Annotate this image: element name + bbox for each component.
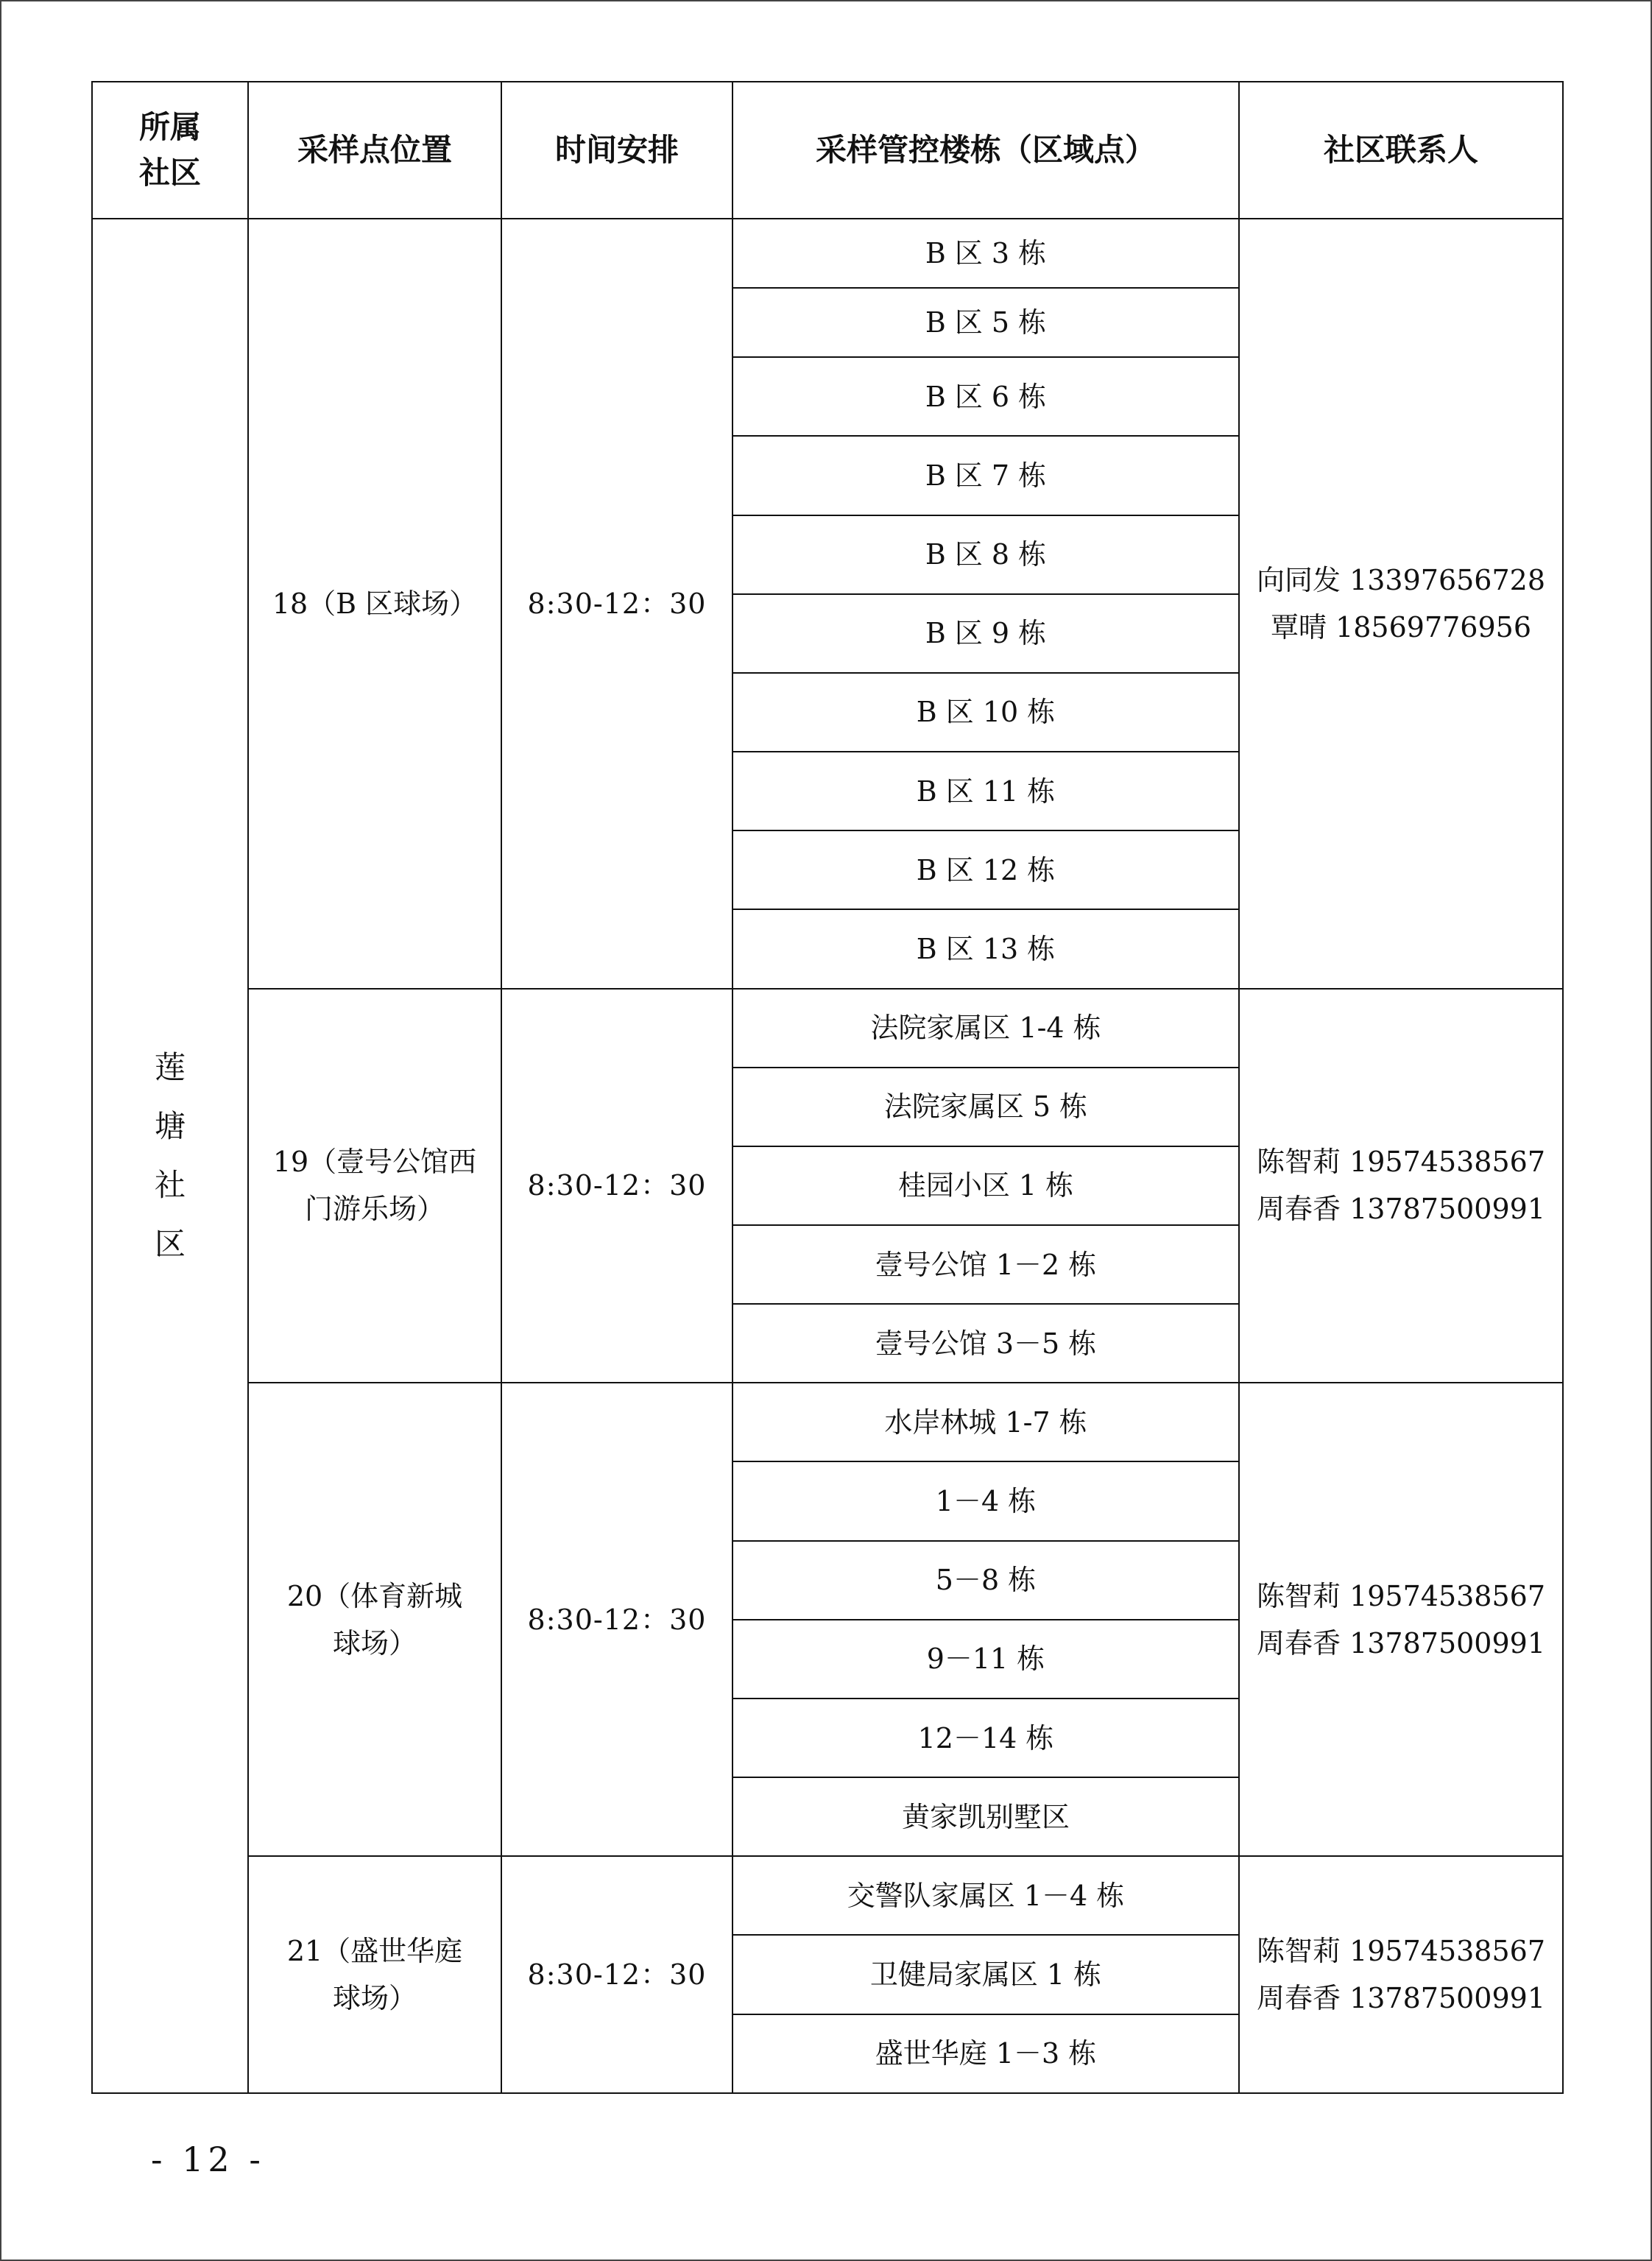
site-line: 19（壹号公馆西	[272, 1146, 477, 1179]
building-cell: 桂园小区 1 栋	[733, 1146, 1239, 1225]
table-row	[92, 1383, 1563, 1461]
building-cell: B 区 12 栋	[733, 830, 1239, 909]
building-cell: B 区 13 栋	[733, 909, 1239, 988]
building-cell: 壹号公馆 3－5 栋	[733, 1304, 1239, 1383]
contact-cell	[1239, 1856, 1563, 2093]
header-buildings: 采样管控楼栋（区域点）	[733, 82, 1239, 219]
building-cell: 交警队家属区 1－4 栋	[733, 1856, 1239, 1935]
contact-line: 陈智莉 19574538567	[1256, 1146, 1546, 1179]
site-line: 18（B 区球场）	[272, 587, 478, 620]
site-line: 20（体育新城	[286, 1579, 463, 1612]
building-cell: 5－8 栋	[733, 1541, 1239, 1620]
header-contact: 社区联系人	[1239, 82, 1563, 219]
site-line: 门游乐场）	[304, 1193, 445, 1226]
header-time: 时间安排	[501, 82, 733, 219]
building-cell: B 区 3 栋	[733, 219, 1239, 288]
building-cell: 卫健局家属区 1 栋	[733, 1935, 1239, 2014]
contact-line: 覃晴 18569776956	[1270, 610, 1532, 643]
building-cell: B 区 6 栋	[733, 357, 1239, 436]
contact-line: 周春香 13787500991	[1256, 1626, 1546, 1659]
contact-line: 向同发 13397656728	[1256, 563, 1546, 596]
time-cell: 8:30-12：30	[501, 989, 733, 1383]
community-cell	[92, 219, 248, 2093]
community-char: 莲	[154, 1049, 186, 1085]
header-community	[92, 82, 248, 219]
header-site: 采样点位置	[248, 82, 501, 219]
time-cell: 8:30-12：30	[501, 219, 733, 989]
building-cell: 水岸林城 1-7 栋	[733, 1383, 1239, 1461]
contact-cell	[1239, 1383, 1563, 1856]
header-community-line1: 所属	[138, 109, 201, 145]
table-row	[92, 219, 1563, 288]
contact-cell	[1239, 989, 1563, 1383]
building-cell: 9－11 栋	[733, 1620, 1239, 1699]
building-cell: 盛世华庭 1－3 栋	[733, 2014, 1239, 2093]
header-row	[92, 82, 1563, 219]
community-char: 社	[154, 1167, 186, 1203]
building-cell: 壹号公馆 1－2 栋	[733, 1225, 1239, 1304]
building-cell: 黄家凯别墅区	[733, 1777, 1239, 1856]
table-row	[92, 1856, 1563, 1935]
building-cell: B 区 9 栋	[733, 594, 1239, 673]
time-cell: 8:30-12：30	[501, 1856, 733, 2093]
community-char: 区	[154, 1226, 186, 1262]
contact-line: 周春香 13787500991	[1256, 1982, 1546, 2015]
contact-line: 陈智莉 19574538567	[1256, 1579, 1546, 1612]
site-cell	[248, 1383, 501, 1856]
site-cell	[248, 219, 501, 989]
building-cell: 法院家属区 5 栋	[733, 1068, 1239, 1146]
building-cell: 12－14 栋	[733, 1699, 1239, 1777]
header-community-line2: 社区	[138, 155, 201, 191]
community-char: 塘	[154, 1108, 186, 1144]
site-line: 21（盛世华庭	[286, 1935, 463, 1968]
site-cell	[248, 989, 501, 1383]
building-cell: B 区 10 栋	[733, 673, 1239, 752]
site-line: 球场）	[332, 1982, 417, 2015]
building-cell: B 区 8 栋	[733, 515, 1239, 594]
time-cell: 8:30-12：30	[501, 1383, 733, 1856]
table-row	[92, 989, 1563, 1068]
sampling-schedule-table	[91, 81, 1564, 2094]
contact-line: 周春香 13787500991	[1256, 1193, 1546, 1226]
page-number: - 12 -	[151, 2140, 265, 2179]
building-cell: 1－4 栋	[733, 1461, 1239, 1540]
contact-line: 陈智莉 19574538567	[1256, 1935, 1546, 1968]
building-cell: 法院家属区 1-4 栋	[733, 989, 1239, 1068]
site-line: 球场）	[332, 1626, 417, 1659]
site-cell	[248, 1856, 501, 2093]
contact-cell	[1239, 219, 1563, 989]
building-cell: B 区 7 栋	[733, 436, 1239, 515]
building-cell: B 区 5 栋	[733, 288, 1239, 357]
building-cell: B 区 11 栋	[733, 752, 1239, 830]
